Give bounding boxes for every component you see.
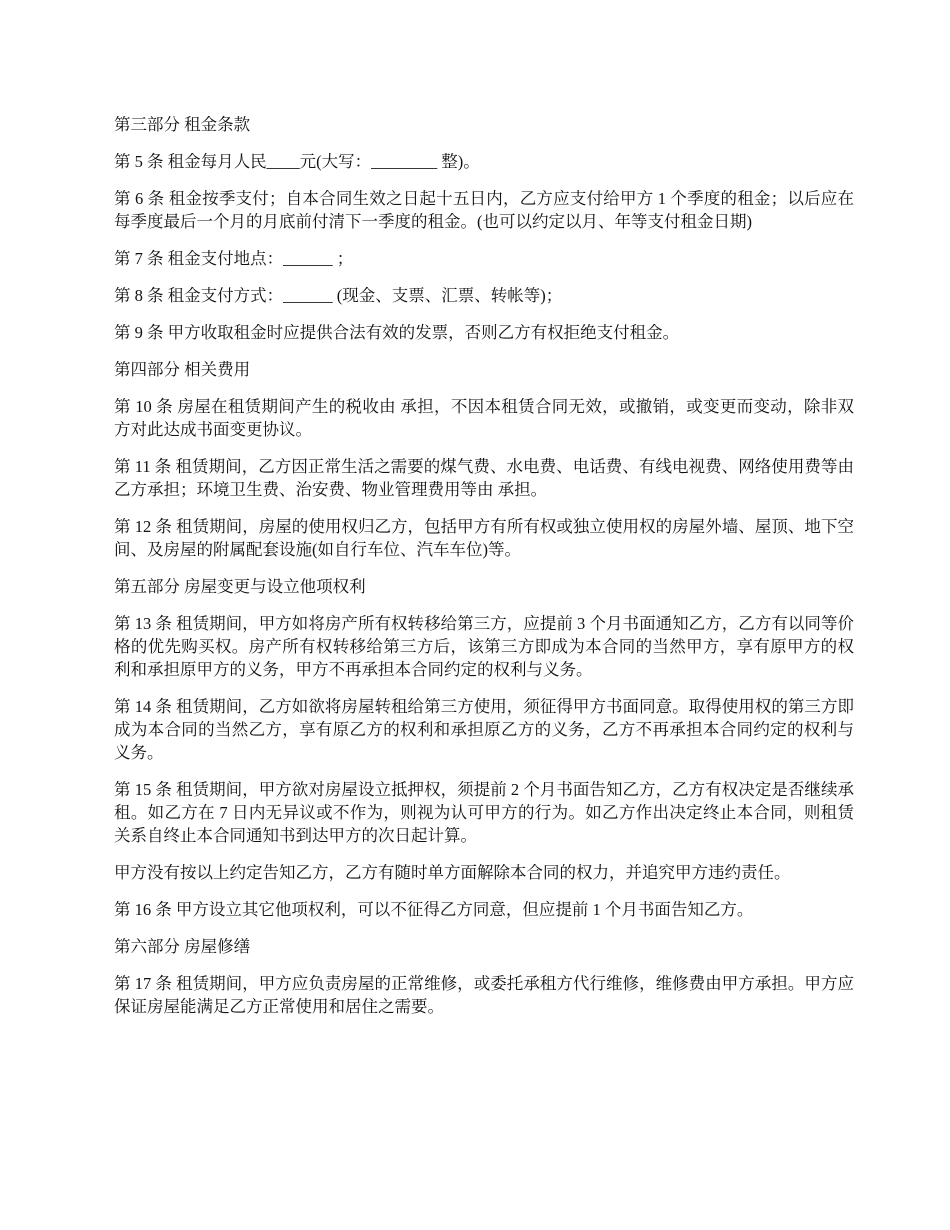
clause-12: 第 12 条 租赁期间，房屋的使用权归乙方，包括甲方有所有权或独立使用权的房屋外墙、屋顶、地下空间、及房屋的附属配套设施(如自行车位、汽车车位)等。 — [114, 517, 854, 559]
section-heading-part6: 第六部分 房屋修缮 — [114, 937, 251, 956]
section-heading-part4: 第四部分 相关费用 — [114, 360, 251, 379]
clause-13: 第 13 条 租赁期间，甲方如将房产所有权转移给第三方，应提前 3 个月书面通知乙方，乙方有以同等价格的优先购买权。房产所有权转移给第三方后，该第三方即成为本合同的当然甲方，享有原甲方的权利和承担原甲方的义务，甲方不再承担本合同约定的权利与义务。 — [114, 614, 854, 679]
section-heading-part5: 第五部分 房屋变更与设立他项权利 — [114, 577, 366, 596]
clause-15: 第 15 条 租赁期间，甲方欲对房屋设立抵押权，须提前 2 个月书面告知乙方，乙方有权决定是否继续承租。如乙方在 7 日内无异议或不作为，则视为认可甲方的行为。如乙方作出决定终止本合同，则租赁关系自终止本合同通知书到达甲方的次日起计算。 — [114, 780, 854, 845]
clause-6: 第 6 条 租金按季支付；自本合同生效之日起十五日内，乙方应支付给甲方 1 个季度的租金；以后应在每季度最后一个月的月底前付清下一季度的租金。(也可以约定以月、年等支付租金日期) — [114, 189, 854, 231]
section-heading-part3: 第三部分 租金条款 — [114, 115, 251, 134]
clause-9: 第 9 条 甲方收取租金时应提供合法有效的发票，否则乙方有权拒绝支付租金。 — [114, 323, 680, 342]
clause-5: 第 5 条 租金每月人民____元(大写：________ 整)。 — [114, 152, 480, 171]
clause-10: 第 10 条 房屋在租赁期间产生的税收由 承担，不因本租赁合同无效，或撤销，或变更而变动，除非双方对此达成书面变更协议。 — [114, 397, 854, 439]
clause-16: 第 16 条 甲方设立其它他项权利，可以不征得乙方同意，但应提前 1 个月书面告知乙方。 — [114, 900, 754, 919]
clause-17: 第 17 条 租赁期间，甲方应负责房屋的正常维修，或委托承租方代行维修，维修费由甲方承担。甲方应保证房屋能满足乙方正常使用和居住之需要。 — [114, 974, 854, 1016]
clause-7: 第 7 条 租金支付地点：______ ； — [114, 249, 354, 268]
clause-11: 第 11 条 租赁期间，乙方因正常生活之需要的煤气费、水电费、电话费、有线电视费、网络使用费等由乙方承担；环境卫生费、治安费、物业管理费用等由 承担。 — [114, 457, 854, 499]
clause-14: 第 14 条 租赁期间，乙方如欲将房屋转租给第三方使用，须征得甲方书面同意。取得使用权的第三方即成为本合同的当然乙方，享有原乙方的权利和承担原乙方的义务，乙方不再承担本合同约定的权利与义务。 — [114, 697, 854, 762]
clause-8: 第 8 条 租金支付方式：______ (现金、支票、汇票、转帐等)； — [114, 286, 563, 305]
document-page — [114, 113, 854, 1032]
clause-15-supplement: 甲方没有按以上约定告知乙方，乙方有随时单方面解除本合同的权力，并追究甲方违约责任。 — [114, 863, 791, 882]
